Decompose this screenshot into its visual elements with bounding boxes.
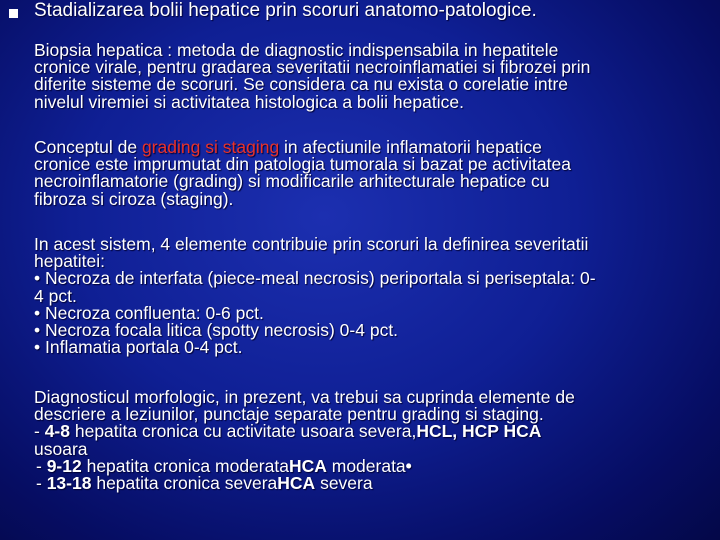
text-fragment: in afectiunile inflamatorii hepatice <box>279 137 542 157</box>
text-line: cronice virale, pentru gradarea severitatii necroinflamatiei si fibrozei prin <box>34 57 591 78</box>
text-line: In acest sistem, 4 elemente contribuie prin scoruri la definirea severitatii <box>34 234 589 254</box>
list-item: • Necroza de interfata (piece-meal necrosis) periportala si periseptala: 0- <box>34 268 596 289</box>
text-line: cronice este imprumutat din patologia tumorala si bazat pe activitatea <box>34 154 571 175</box>
score-range: 4-8 <box>44 421 70 442</box>
score-range: 13-18 <box>46 473 92 494</box>
text-line: diferite sisteme de scoruri. Se considera ca nu exista o corelatie intre <box>34 74 569 95</box>
paragraph-scoring-elements <box>34 236 704 356</box>
paragraph-diagnosis <box>34 389 704 492</box>
slide-heading: Stadializarea bolii hepatice prin scoruri anatomo-patologice. <box>34 0 537 21</box>
square-bullet-icon <box>9 9 18 18</box>
list-item: • Necroza confluenta: 0-6 pct. <box>34 302 264 323</box>
text-fragment: moderata <box>326 455 406 476</box>
category-label: HCA <box>288 455 327 476</box>
category-label: HCL, HCP HCA <box>416 421 542 442</box>
text-fragment: severa <box>315 473 373 494</box>
text-fragment: Conceptul de <box>34 137 142 157</box>
text-line: usoara <box>34 438 88 459</box>
text-line <box>34 423 704 440</box>
text-line: necroinflamatorie (grading) si modificarile arhitecturale hepatice cu <box>34 171 550 192</box>
score-range: 9-12 <box>46 455 82 476</box>
text-line: Biopsia hepatica : metoda de diagnostic indispensabila in hepatitele <box>34 40 559 60</box>
text-line: hepatitei: <box>34 251 106 272</box>
text-line: 4 pct. <box>34 285 77 306</box>
text-line <box>34 475 704 492</box>
text-line: descriere a leziunilor, punctaje separate pentru grading si staging. <box>34 404 544 425</box>
text-line: nivelul viremiei si activitatea histologica a bolii hepatice. <box>34 91 464 112</box>
text-fragment: hepatita cronica cu activitate usoara severa, <box>70 421 417 442</box>
category-label: HCA <box>277 473 316 494</box>
text-line: fibroza si ciroza (staging). <box>34 188 234 209</box>
text-fragment: - <box>34 421 45 442</box>
list-item: • Inflamatia portala 0-4 pct. <box>34 337 243 358</box>
text-fragment: - <box>36 455 47 476</box>
bullet-mark: • <box>405 455 412 476</box>
paragraph-biopsy <box>34 42 704 111</box>
list-item: • Necroza focala litica (spotty necrosis) 0-4 pct. <box>34 320 399 341</box>
text-fragment: hepatita cronica moderata <box>81 455 289 476</box>
highlight-text: grading si staging <box>142 137 280 157</box>
text-fragment: - <box>36 473 47 494</box>
paragraph-grading-staging <box>34 139 704 208</box>
text-line: Diagnosticul morfologic, in prezent, va trebui sa cuprinda elemente de <box>34 387 575 407</box>
text-fragment: hepatita cronica severa <box>91 473 278 494</box>
